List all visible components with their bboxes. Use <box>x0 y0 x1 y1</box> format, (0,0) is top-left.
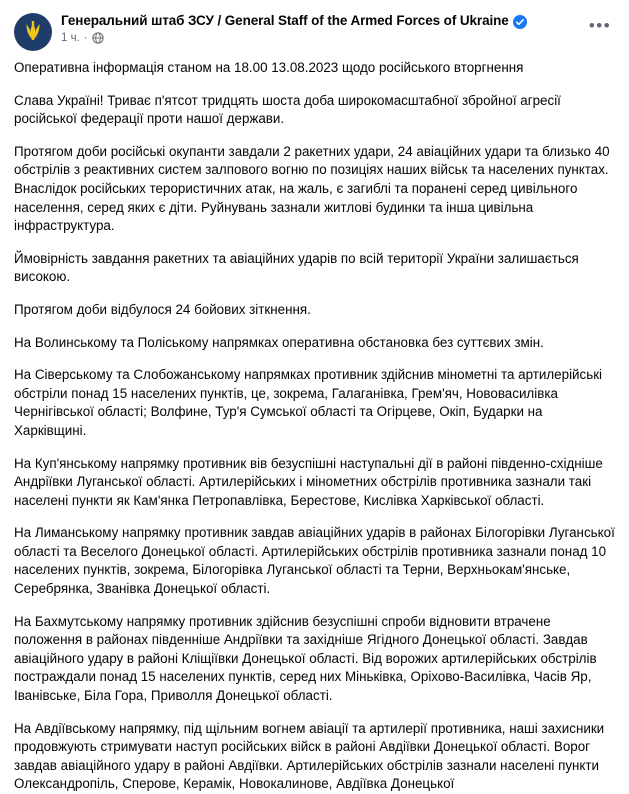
post-header <box>0 0 629 57</box>
ukraine-coat-of-arms-avatar-icon <box>23 20 43 44</box>
post-timestamp[interactable]: 1 ч. <box>61 32 80 44</box>
page-name[interactable]: Генеральний штаб ЗСУ / General Staff of the Armed Forces of Ukraine <box>61 13 509 28</box>
verified-badge-icon <box>513 15 527 29</box>
post-paragraph: Протягом доби російські окупанти завдали 2 ракетних удари, 24 авіаційних удари та близько 40 обстрілів з реактивних систем залпового вогню по позиціях наших військ та населених пунктах. Внаслідок російських терористичних атак, на жаль, є загиблі та поранені серед цивільного населення, серед яких є діти. Руйнувань зазнали житлові будинки та інша цивільна інфраструктура. <box>14 143 610 234</box>
globe-icon <box>92 32 104 44</box>
post-meta <box>61 32 585 44</box>
post-paragraph: На Куп'янському напрямку противник вів безуспішні наступальні дії в районі південно-східніше Андріївки Луганської області. Артилерійських і мінометних обстрілів противника зазнали такі населені пункти як Кам'янка Петропавлівка, Берестове, Кислівка Харківської області. <box>14 455 603 508</box>
post-paragraph: На Волинському та Поліському напрямках оперативна обстановка без суттєвих змін. <box>14 334 544 350</box>
post-body <box>0 57 629 794</box>
page-name-row <box>61 13 585 29</box>
post-paragraph: Слава Україні! Триває п'ятсот тридцять шоста доба широкомасштабної збройної агресії російської федерації проти нашої держави. <box>14 92 561 127</box>
post-paragraph: На Бахмутському напрямку противник здійснив безуспішні спроби відновити втрачене положення в районах південніше Андріївки та західніше Ягідного Донецької області. Завдав авіаційного удару в районі Кліщіївки Донецької області. Від ворожих артилерійських обстрілів постраждали понад 15 населених пунктів, серед них Міньківка, Оріхово-Василівка, Часів Яр, Іванівське, Біла Гора, Приволля Донецької області. <box>14 613 597 704</box>
post-author-block <box>61 12 585 44</box>
post-paragraph: Оперативна інформація станом на 18.00 13.08.2023 щодо російського вторгнення <box>14 60 524 75</box>
post-paragraph: Ймовірність завдання ракетних та авіаційних удapів по всій території України залишається високою. <box>14 250 579 285</box>
avatar[interactable] <box>14 13 52 51</box>
post-options-button[interactable]: ••• <box>588 16 612 35</box>
meta-separator: · <box>83 32 88 44</box>
post-paragraph: На Сіверському та Слобожанському напрямках противник здійснив мінометні та артилерійські обстріли понад 15 населених пунктів, це, зокрема, Галаганівка, Грем'яч, Нововасилівка Чернігівської області; Волфине, Тур'я Сумської області та Огірцеве, Окіп, Бударки на Харківщині. <box>14 367 603 438</box>
post-paragraph: На Авдіївському напрямку, під щільним вогнем авіації та артилерії противника, наші захисники продовжують стримувати наступ російських війск в районі Авдіївки Донецької області. Ворог завдав авіаційного удару в районі Авдіївки. Артилерійських обстрілів зазнали населені пункти Олександропіль, Спеpове, Керамік, Новокалинове, Авдіївка Донецької <box>14 720 605 792</box>
post-paragraph: Протягом доби відбулося 24 бойових зіткнення. <box>14 301 311 317</box>
post-paragraph: На Лиманському напрямку противник завдав авіаційних ударів в районах Білогорівки Луганської області та Веселого Донецької області. Артилерійських обстрілів противника зазнали понад 10 населених пунктів, зокрема, Білогорівка Луганської області та Терни, Верхньокам'янське, Серебрянка, Званівка Донецької області. <box>14 525 615 597</box>
